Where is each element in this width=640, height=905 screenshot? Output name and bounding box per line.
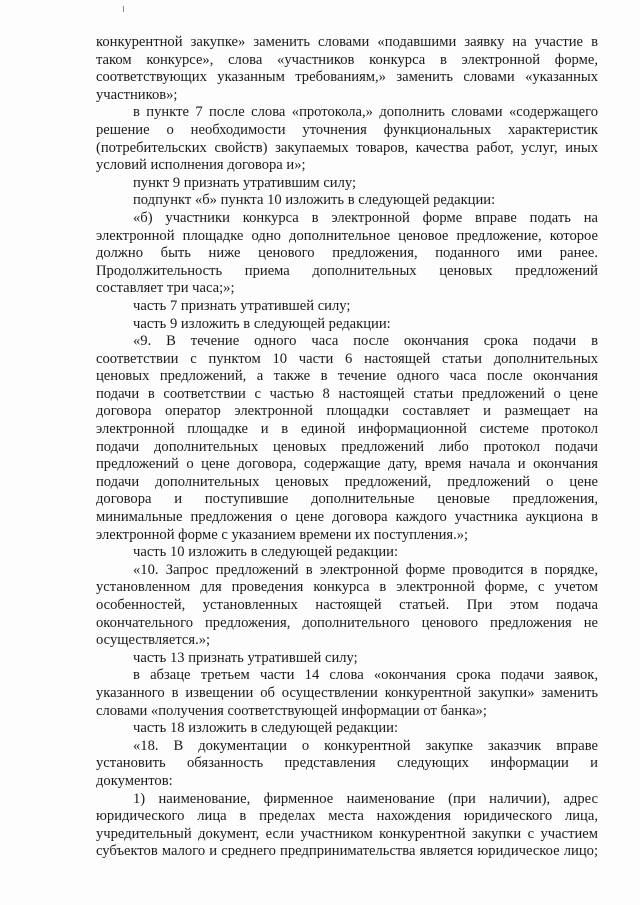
text-line: особенностей, установленных настоящей статьей. При этом подача — [96, 597, 598, 613]
text-line: таком конкурсе», слова «участников конкурса в электронной форме, — [96, 51, 598, 68]
text-line: часть 7 признать утратившей силу; — [133, 297, 351, 314]
text-line: «9. В течение одного часа после окончания срока подачи в — [133, 333, 598, 350]
text-line: составляет три часа;»; — [96, 280, 235, 297]
text-line: 1) наименование, фирменное наименование (при наличии), адрес — [133, 790, 598, 807]
text-line: субъектов малого и среднего предпринимательства является юридическое лицо; — [96, 843, 598, 860]
text-line: словами «получения соответствующей информации от банка»; — [96, 702, 487, 719]
text-line: «б) участники конкурса в электронной форме вправе подать на — [133, 209, 598, 226]
text-line: пункт 9 признать утратившим силу; — [133, 174, 357, 191]
text-line: подачи дополнительных ценовых предложений либо протокол подачи — [96, 438, 598, 455]
text-line: договора и поступившие дополнительные ценовые предложения, — [96, 491, 598, 508]
text-line: указанного в извещении об осуществлении конкурентной закупки» заменить — [96, 684, 598, 701]
text-line: «18. В документации о конкурентной закупке заказчик вправе — [133, 737, 598, 754]
text-line: электронной площадке одно дополнительное ценовое предложение, которое — [96, 227, 598, 244]
text-line: подачи в соответствии с частью 8 настоящей статьи предложений о цене — [96, 385, 598, 402]
text-line: конкурентной закупке» заменить словами «подавшими заявку на участие в — [96, 34, 598, 50]
text-line: (потребительских свойств) закупаемых товаров, качества работ, услуг, иных — [96, 139, 598, 156]
text-line: должно быть ниже ценового предложения, поданного ими ранее. — [96, 245, 598, 262]
text-line: учредительный документ, если участником конкурентной закупки с участием — [96, 825, 598, 842]
text-line: установить обязанность представления следующих информации и — [96, 755, 598, 772]
text-line: соответствующих указанным требованиям,» заменить словами «указанных — [96, 69, 598, 86]
text-line: в абзаце третьем части 14 слова «окончания срока подачи заявок, — [133, 667, 598, 684]
document-body — [96, 34, 598, 861]
text-line: часть 13 признать утратившей силу; — [133, 649, 358, 666]
text-line: условий исполнения договора и»; — [96, 157, 306, 174]
text-line: решение о необходимости уточнения функциональных характеристик — [96, 121, 598, 138]
text-line: Продолжительность приема дополнительных ценовых предложений — [96, 262, 598, 279]
scan-mark — [123, 6, 124, 12]
text-line: документов: — [96, 772, 173, 789]
text-line: часть 10 изложить в следующей редакции: — [133, 544, 399, 561]
text-line: электронной площадке и в единой информационной системе протокол — [96, 421, 598, 438]
text-line: договора оператор электронной площадки составляет и размещает на — [96, 403, 598, 420]
text-line: часть 18 изложить в следующей редакции: — [133, 720, 399, 737]
text-line: окончательного предложения, дополнительного ценового предложения не — [96, 614, 598, 631]
text-line: ценовых предложений, а также в течение одного часа после окончания — [96, 368, 598, 385]
text-line: минимальные предложения о цене договора каждого участника аукциона в — [96, 509, 598, 526]
text-line: подачи дополнительных ценовых предложений, предложений о цене — [96, 473, 598, 490]
text-line: подпункт «б» пункта 10 изложить в следующей редакции: — [133, 192, 496, 209]
text-line: «10. Запрос предложений в электронной форме проводится в порядке, — [133, 561, 598, 578]
text-line: в пункте 7 после слова «протокола,» дополнить словами «содержащего — [133, 104, 598, 121]
text-line: предложений о цене договора, содержащие дату, время начала и окончания — [96, 456, 598, 473]
text-line: соответствии с пунктом 10 части 6 настоящей статьи дополнительных — [96, 350, 598, 367]
text-line: установленном для проведения конкурса в электронной форме, с учетом — [96, 579, 598, 596]
text-line: часть 9 изложить в следующей редакции: — [133, 315, 391, 332]
text-line: участников»; — [96, 86, 178, 103]
text-line: электронной форме с указанием времени их поступления.»; — [96, 526, 469, 543]
text-line: юридического лица в пределах места нахождения юридического лица, — [96, 808, 598, 825]
text-line: осуществляется.»; — [96, 632, 211, 649]
